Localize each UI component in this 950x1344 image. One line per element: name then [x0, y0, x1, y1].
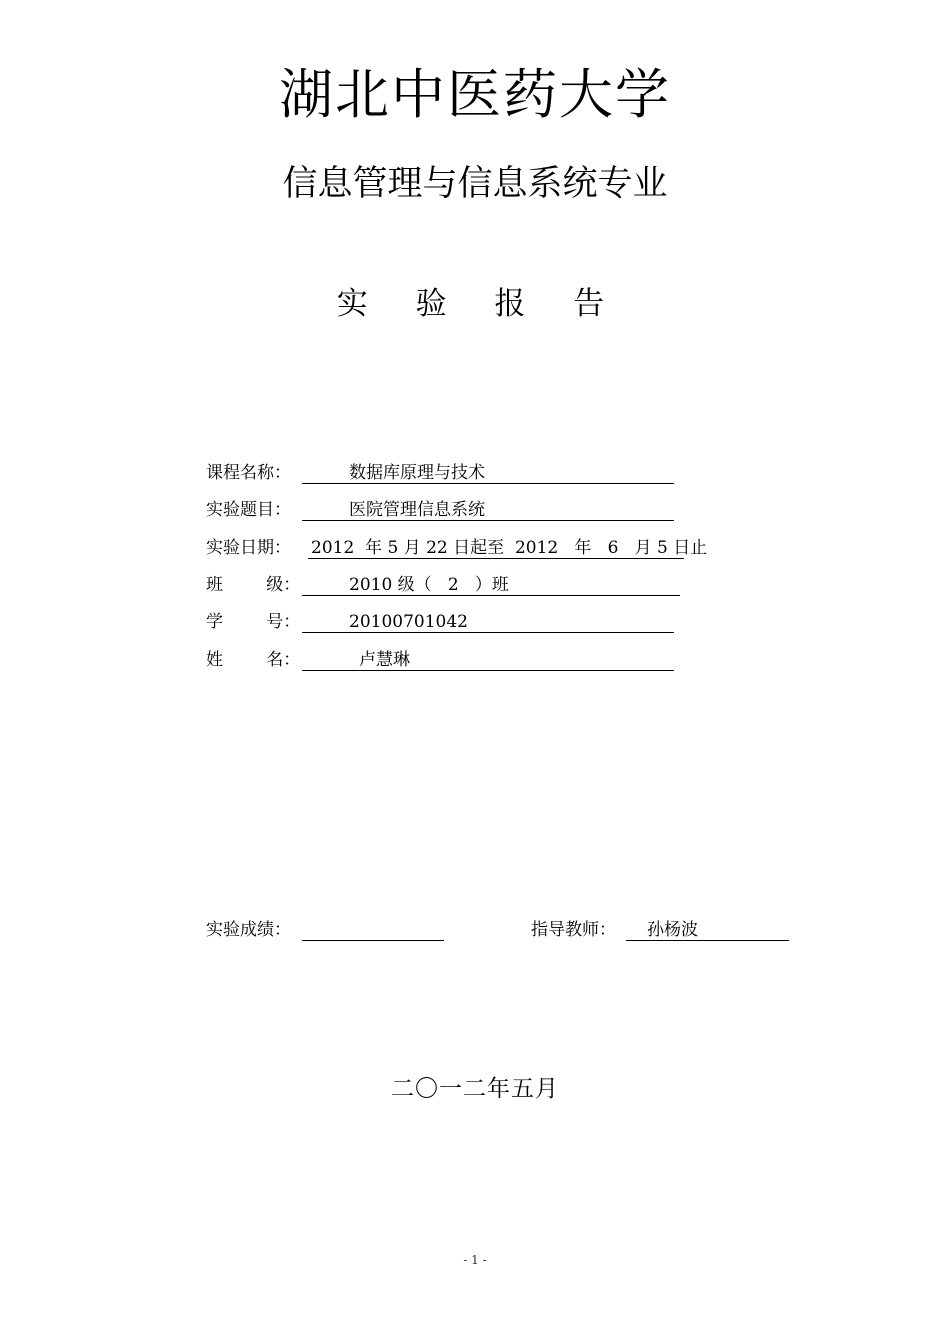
student-id-label: 学 号：	[206, 612, 301, 632]
name-label: 姓 名：	[206, 650, 301, 670]
teacher-label: 指导教师：	[531, 920, 616, 940]
issue-date: 二〇一二年五月	[391, 1076, 559, 1102]
university-name: 湖北中医药大学	[279, 63, 671, 126]
student-id-value: 20100701042	[349, 612, 468, 632]
topic-value: 医院管理信息系统	[349, 500, 485, 520]
name-underline	[302, 648, 674, 671]
name-value: 卢慧琳	[359, 650, 410, 670]
course-value: 数据库原理与技术	[349, 463, 485, 483]
date-value: 2012 年 5 月 22 日起至 2012 年 6 月 5 日止	[311, 538, 708, 558]
report-title: 实 验 报 告	[336, 286, 624, 322]
major-name: 信息管理与信息系统专业	[282, 164, 668, 204]
topic-label: 实验题目：	[206, 500, 291, 520]
page-number: - 1 -	[463, 1253, 487, 1267]
date-label: 实验日期：	[206, 538, 291, 558]
teacher-value: 孙杨波	[647, 920, 698, 940]
class-label: 班 级：	[206, 575, 301, 595]
course-label: 课程名称：	[206, 463, 291, 483]
grade-label: 实验成绩：	[206, 920, 291, 940]
grade-underline	[302, 918, 444, 941]
class-value: 2010 级（ 2 ）班	[349, 575, 509, 595]
